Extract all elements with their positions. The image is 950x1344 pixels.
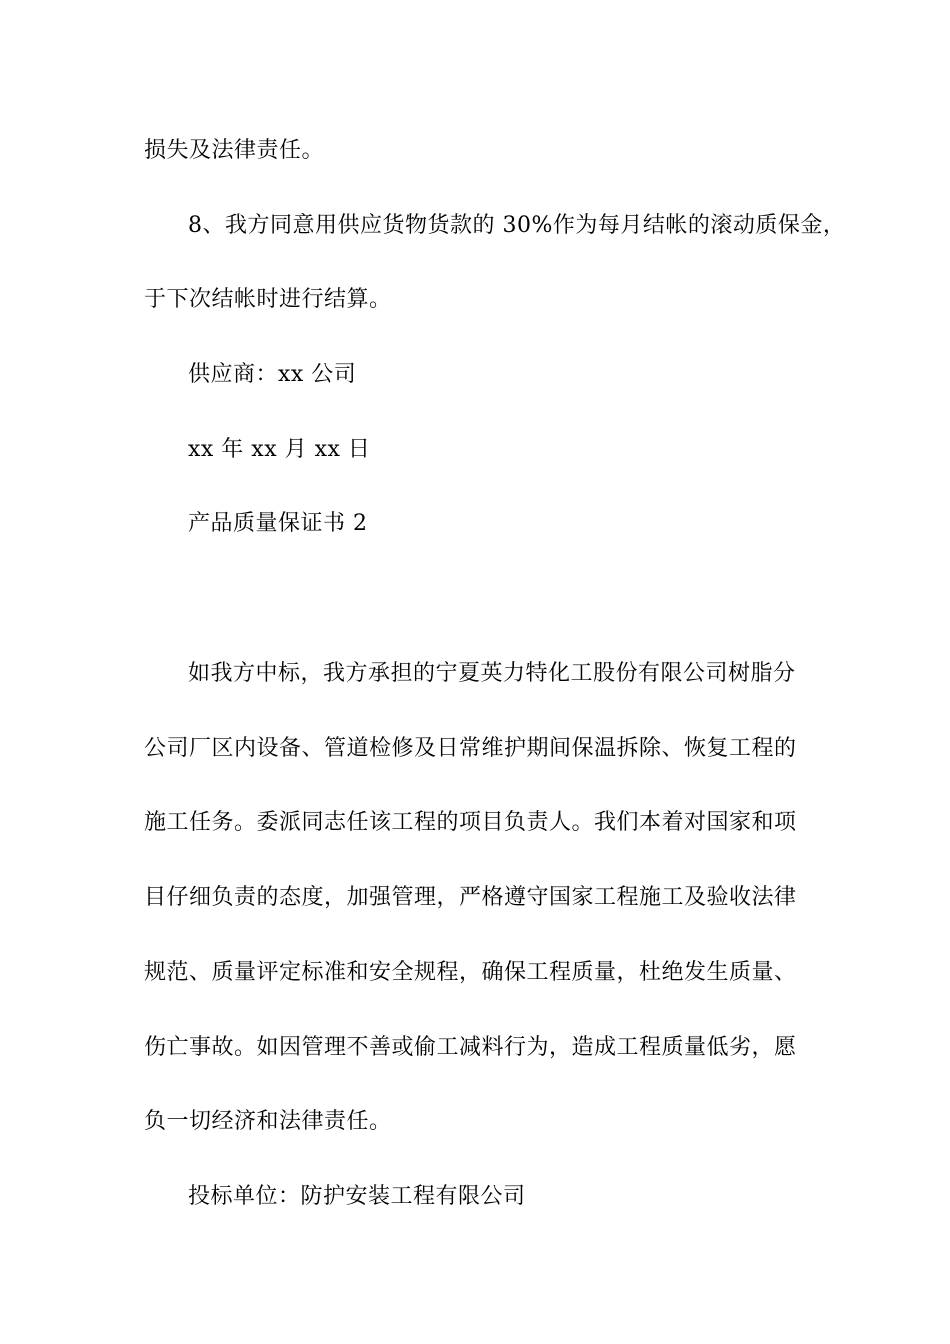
text-line-clause-8: 8、我方同意用供应货物货款的 30%作为每月结帐的滚动质保金， (188, 213, 846, 238)
section-title: 产品质量保证书 2 (188, 511, 368, 536)
body-paragraph-line: 如我方中标，我方承担的宁夏英力特化工股份有限公司树脂分 (188, 661, 796, 686)
body-paragraph-line: 公司厂区内设备、管道检修及日常维护期间保温拆除、恢复工程的 (144, 736, 797, 761)
body-paragraph-line: 目仔细负责的态度，加强管理，严格遵守国家工程施工及验收法律 (144, 885, 797, 910)
body-paragraph-line: 规范、质量评定标准和安全规程，确保工程质量，杜绝发生质量、 (144, 960, 797, 985)
text-line-liability-end: 损失及法律责任。 (144, 138, 325, 163)
body-paragraph-line: 伤亡事故。如因管理不善或偷工减料行为，造成工程质量低劣，愿 (144, 1035, 797, 1060)
text-line-clause-8-continued: 于下次结帐时进行结算。 (144, 287, 392, 312)
body-paragraph-line: 施工任务。委派同志任该工程的项目负责人。我们本着对国家和项 (144, 810, 797, 835)
body-paragraph-line: 负一切经济和法律责任。 (144, 1109, 392, 1134)
supplier-signature: 供应商：xx 公司 (188, 362, 357, 387)
signature-date: xx 年 xx 月 xx 日 (188, 437, 371, 462)
bidder-signature: 投标单位：防护安装工程有限公司 (188, 1184, 526, 1209)
